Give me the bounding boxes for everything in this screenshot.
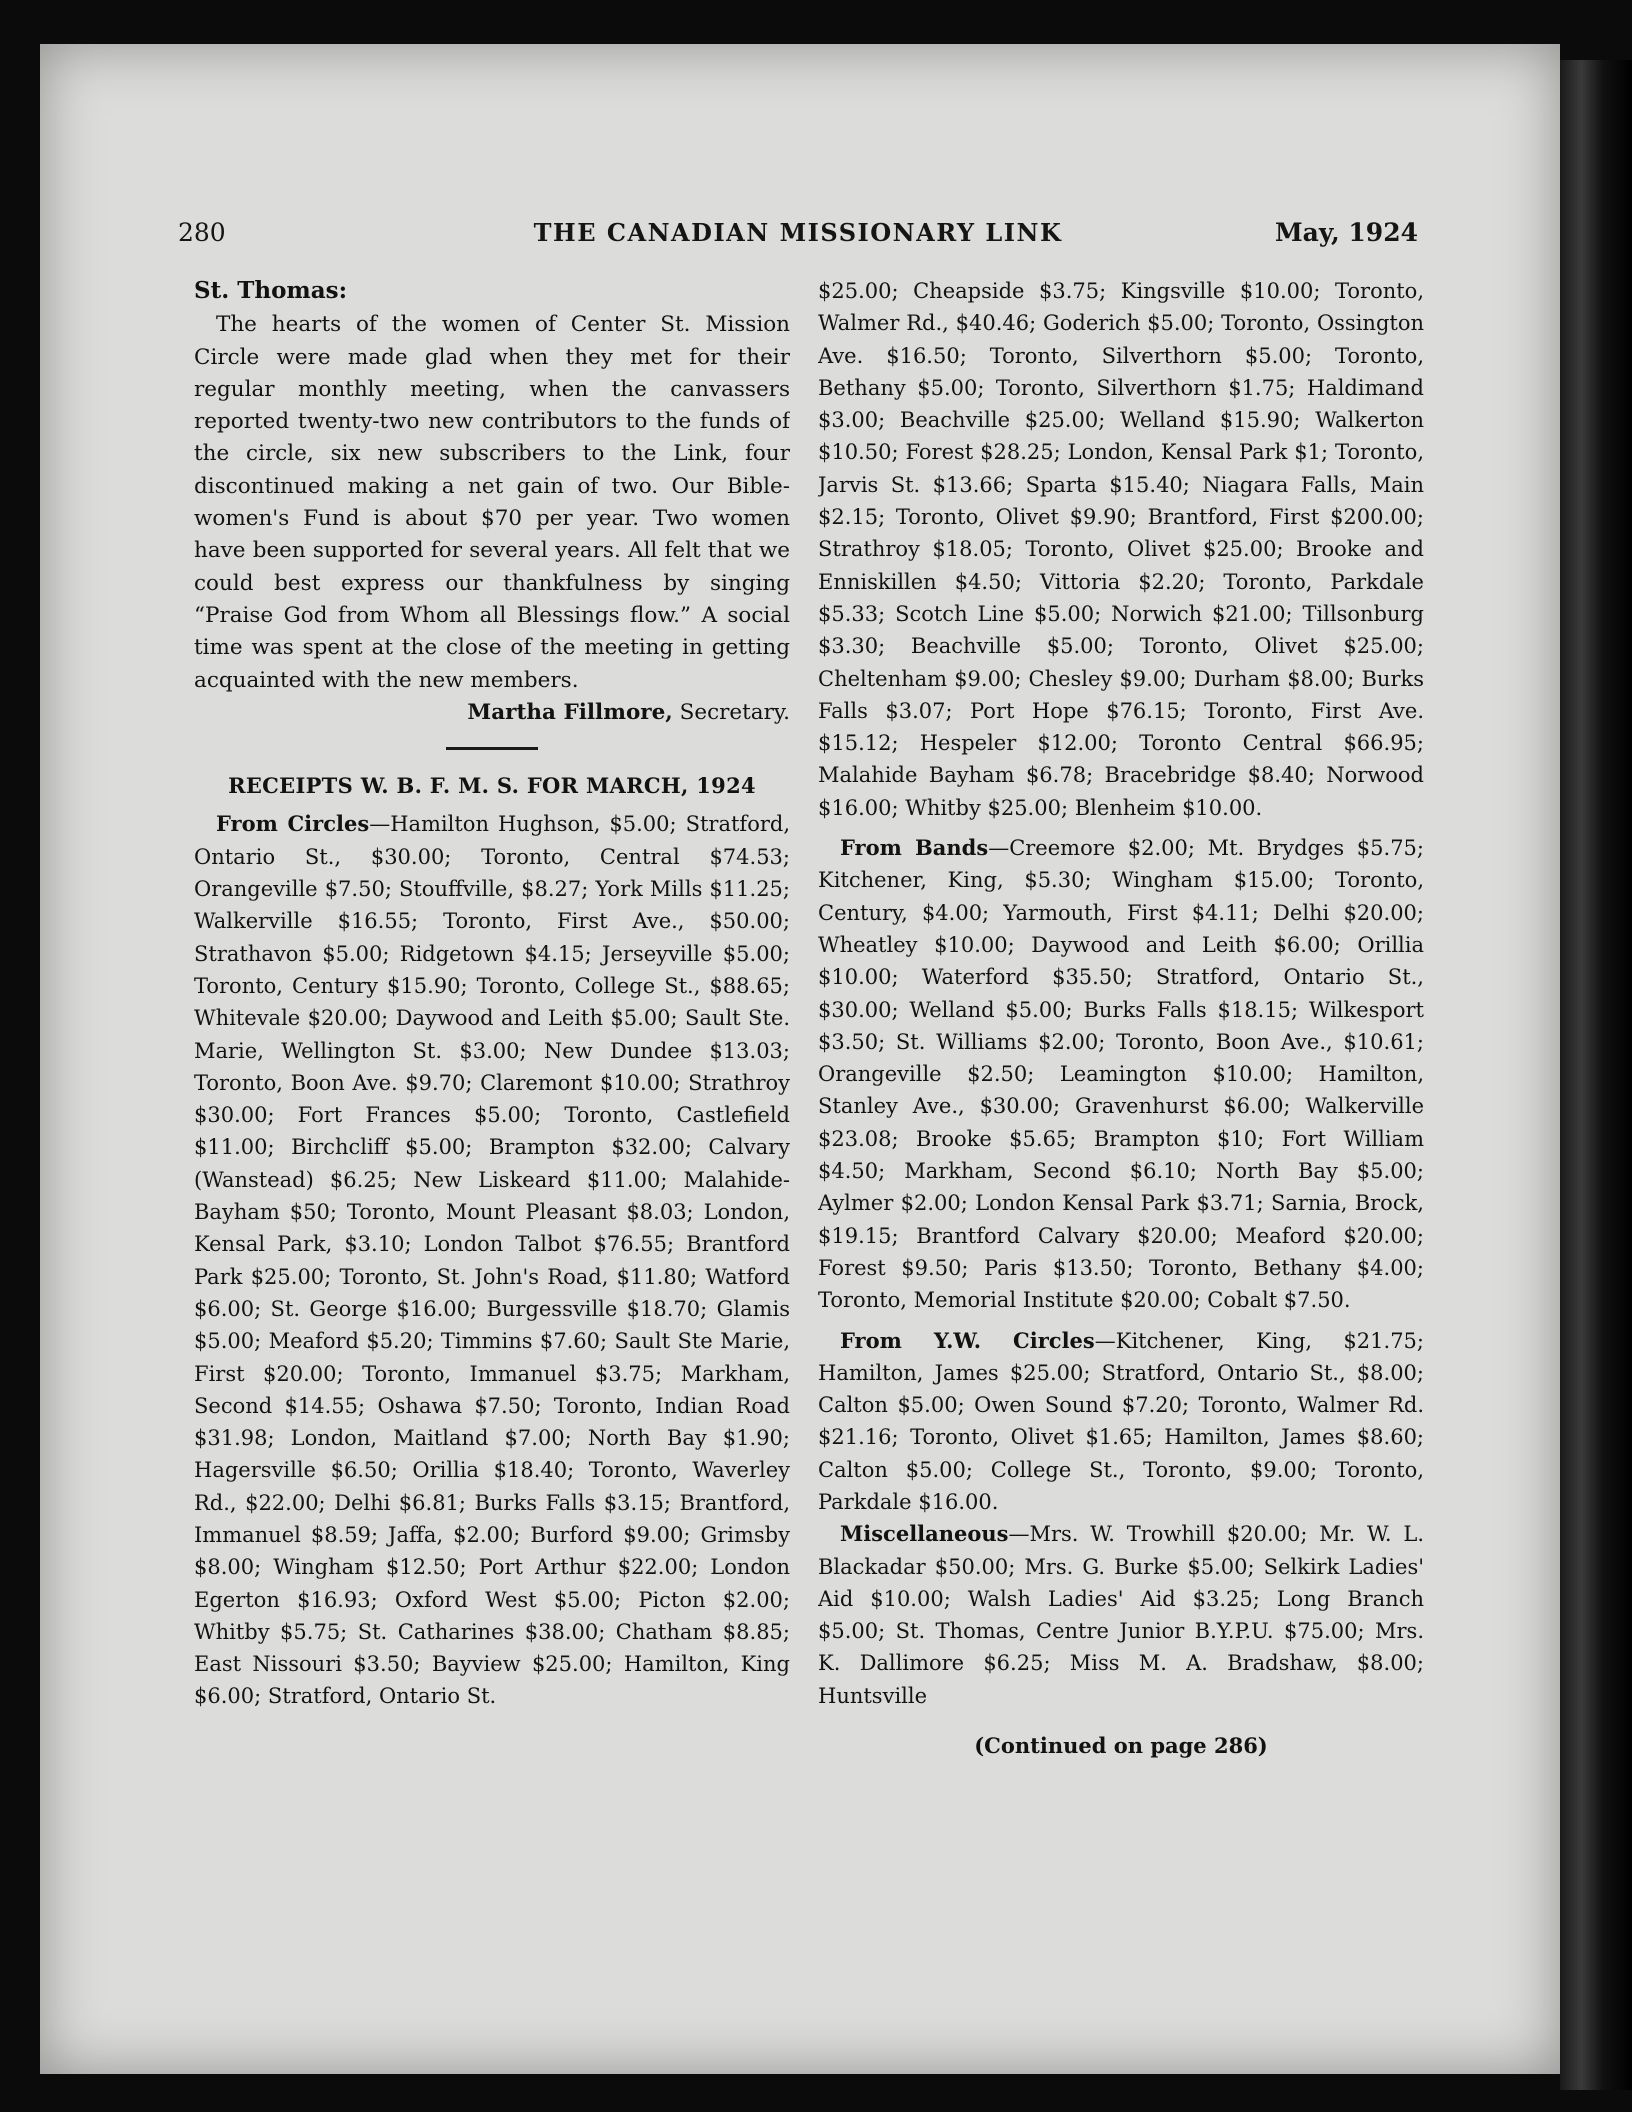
circles-continued: $25.00; Cheapside $3.75; Kingsville $10.00; Toronto, Walmer Rd., $40.46; Goderich $5.00; Toronto, Ossington Ave. $16.50; Toronto, Silverthorn $5.00; Toronto, Bethany $5.00; Toronto, Silverthorn $1.75; Haldimand $3.00; Beachville $25.00; Welland $15.90; Walkerton $10.50; Forest $28.25; London, Kensal Park $1; Toronto, Jarvis St. $13.66; Sparta $15.40; Niagara Falls, Main $2.15; Toronto, Olivet $9.90; Brantford, First $200.00; Strathroy $18.05; Toronto, Olivet $25.00; Brooke and Enniskillen $4.50; Vittoria $2.20; Toronto, Parkdale $5.33; Scotch Line $5.00; Norwich $21.00; Tillsonburg $3.30; Beachville $5.00; Toronto, Olivet $25.00; Cheltenham $9.00; Chesley $9.00; Durham $8.00; Burks Falls $3.07; Port Hope $76.15; Toronto, First Ave. $15.12; Hespeler $12.00; Toronto Central $66.95; Malahide Bayham $6.78; Bracebridge $8.40; Norwood $16.00; Whitby $25.00; Blenheim $10.00. xyxy=(818,279,1424,820)
journal-title: THE CANADIAN MISSIONARY LINK xyxy=(533,218,1063,247)
signature-name: Martha Fillmore, xyxy=(467,699,673,725)
book-spine xyxy=(1560,60,1632,2090)
receipts-heading: RECEIPTS W. B. F. M. S. FOR MARCH, 1924 xyxy=(228,773,756,799)
yw-circles-label: From Y.W. Circles xyxy=(840,1327,1095,1353)
continued-note: (Continued on page 286) xyxy=(974,1733,1268,1759)
miscellaneous-label: Miscellaneous xyxy=(840,1521,1009,1547)
section-divider xyxy=(446,747,538,750)
circles-paragraph xyxy=(194,808,790,1712)
st-thomas-heading: St. Thomas: xyxy=(194,277,348,304)
miscellaneous-text: —Mrs. W. Trowhill $20.00; Mr. W. L. Blackadar $50.00; Mrs. G. Burke $5.00; Selkirk Ladies' Aid $10.00; Walsh Ladies' Aid $3.25; Long Branch $5.00; St. Thomas, Centre Junior B.Y.P.U. $75.00; Mrs. K. Dallimore $6.25; Miss M. A. Bradshaw, $8.00; Huntsville xyxy=(818,1522,1424,1708)
miscellaneous-paragraph xyxy=(818,1518,1424,1712)
yw-circles-text: —Kitchener, King, $21.75; Hamilton, James $25.00; Stratford, Ontario St., $8.00; Calton $5.00; Owen Sound $7.20; Toronto, Walmer Rd. $21.16; Toronto, Olivet $1.65; Hamilton, James $8.60; Calton $5.00; College St., Toronto, $9.00; Toronto, Parkdale $16.00. xyxy=(818,1328,1424,1514)
signature-role: Secretary. xyxy=(672,699,790,725)
circles-label: From Circles xyxy=(216,811,370,837)
bands-label: From Bands xyxy=(840,835,989,861)
right-column xyxy=(818,275,1424,1935)
left-column xyxy=(194,275,790,1935)
st-thomas-body: The hearts of the women of Center St. Mission Circle were made glad when they met for their regular monthly meeting, when the canvassers reported twenty-two new contributors to the funds of the circle, six new subscribers to the Link, four discontinued making a net gain of two. Our Bible-women's Fund is about $70 per year. Two women have been supported for several years. All felt that we could best express our thankfulness by singing “Praise God from Whom all Blessings flow.” A social time was spent at the close of the meeting in getting acquainted with the new members. xyxy=(194,312,790,693)
bands-text: —Creemore $2.00; Mt. Brydges $5.75; Kitchener, King, $5.30; Wingham $15.00; Toronto, Century, $4.00; Yarmouth, First $4.11; Delhi $20.00; Wheatley $10.00; Daywood and Leith $6.00; Orillia $10.00; Waterford $35.50; Stratford, Ontario St., $30.00; Welland $5.00; Burks Falls $18.15; Wilkesport $3.50; St. Williams $2.00; Toronto, Boon Ave., $10.61; Orangeville $2.50; Leamington $10.00; Hamilton, Stanley Ave., $30.00; Gravenhurst $6.00; Walkerville $23.08; Brooke $5.65; Brampton $10; Fort William $4.50; Markham, Second $6.10; North Bay $5.00; Aylmer $2.00; London Kensal Park $3.71; Sarnia, Brock, $19.15; Brantford Calvary $20.00; Meaford $20.00; Forest $9.50; Paris $13.50; Toronto, Bethany $4.00; Toronto, Memorial Institute $20.00; Cobalt $7.50. xyxy=(818,836,1424,1313)
page-number: 280 xyxy=(178,218,226,247)
yw-circles-paragraph xyxy=(818,1325,1424,1519)
bands-paragraph xyxy=(818,832,1424,1316)
page-header xyxy=(178,218,1418,258)
signature xyxy=(194,697,790,729)
circles-text: —Hamilton Hughson, $5.00; Stratford, Ontario St., $30.00; Toronto, Central $74.53; Orangeville $7.50; Stouffville, $8.27; York Mills $11.25; Walkerville $16.55; Toronto, First Ave., $50.00; Strathavon $5.00; Ridgetown $4.15; Jerseyville $5.00; Toronto, Century $15.90; Toronto, College St., $88.65; Whitevale $20.00; Daywood and Leith $5.00; Sault Ste. Marie, Wellington St. $3.00; New Dundee $13.03; Toronto, Boon Ave. $9.70; Claremont $10.00; Strathroy $30.00; Fort Frances $5.00; Toronto, Castlefield $11.00; Birchcliff $5.00; Brampton $32.00; Calvary (Wanstead) $6.25; New Liskeard $11.00; Malahide-Bayham $50; Toronto, Mount Pleasant $8.03; London, Kensal Park, $3.10; London Talbot $76.55; Brantford Park $25.00; Toronto, St. John's Road, $11.80; Watford $6.00; St. George $16.00; Burgessville $18.70; Glamis $5.00; Meaford $5.20; Timmins $7.60; Sault Ste Marie, First $20.00; Toronto, Immanuel $3.75; Markham, Second $14.55; Oshawa $7.50; Toronto, Indian Road $31.98; London, Maitland $7.00; North Bay $1.90; Hagersville $6.50; Orillia $18.40; Toronto, Waverley Rd., $22.00; Delhi $6.81; Burks Falls $3.15; Brantford, Immanuel $8.59; Jaffa, $2.00; Burford $9.00; Grimsby $8.00; Wingham $12.50; Port Arthur $22.00; London Egerton $16.93; Oxford West $5.00; Picton $2.00; Whitby $5.75; St. Catharines $38.00; Chatham $8.85; East Nissouri $3.50; Bayview $25.00; Hamilton, King $6.00; Stratford, Ontario St. xyxy=(194,812,790,1709)
issue-date: May, 1924 xyxy=(1275,218,1418,247)
